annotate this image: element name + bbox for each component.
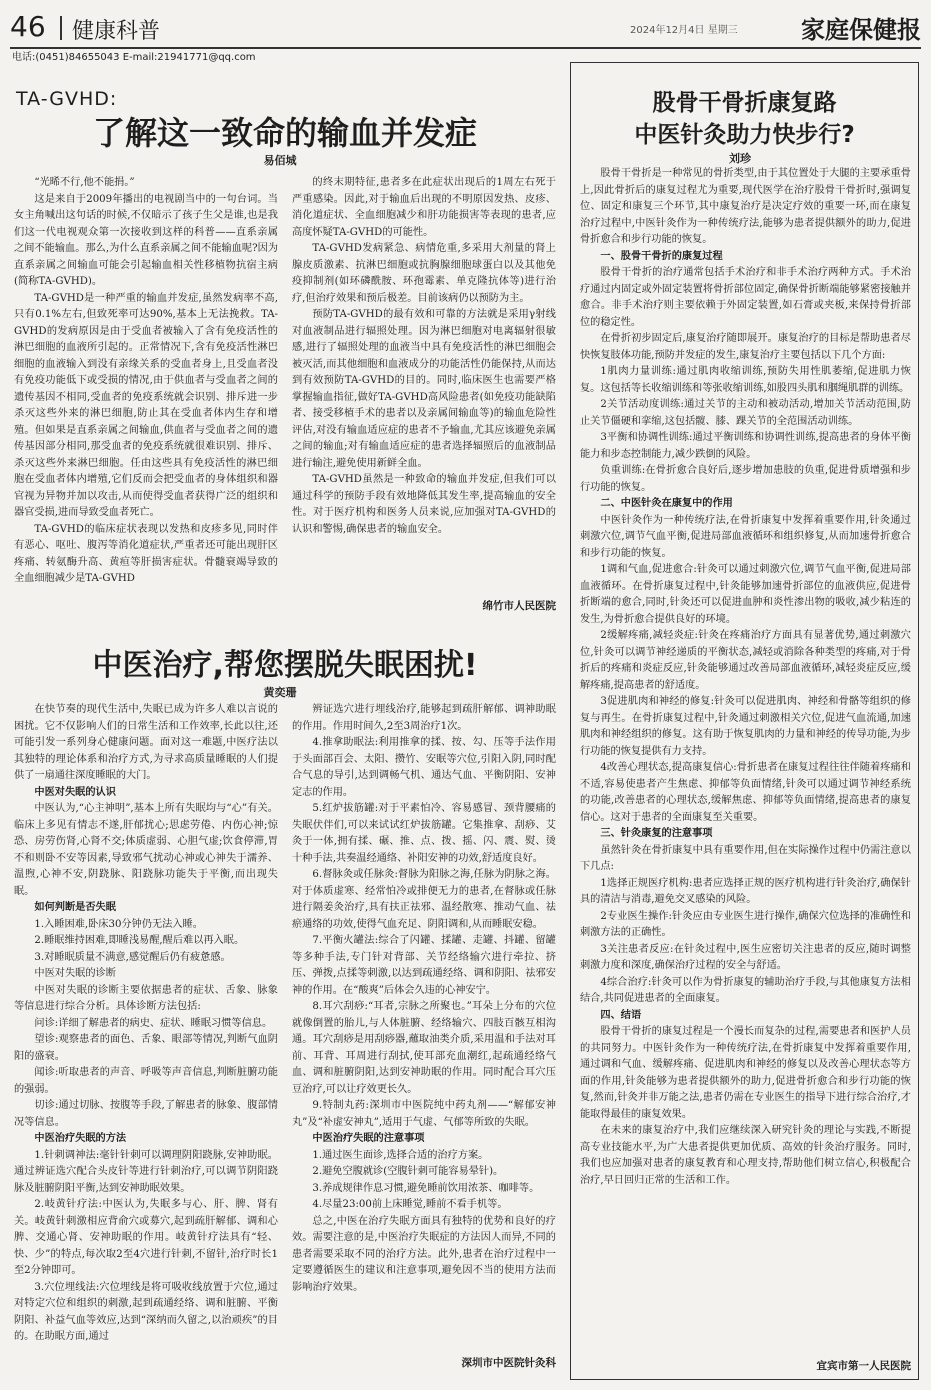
paragraph: 问诊:详细了解患者的病史、症状、睡眠习惯等信息。: [34, 1017, 273, 1029]
article2-author: 黄奕珊: [263, 686, 297, 699]
paragraph: 3平衡和协调性训练:通过平衡训练和协调性训练,提高患者的身体平衡能力和步态控制能力,减少跌倒的风险。: [580, 432, 911, 460]
section-heading: 中医对失眠的认识: [34, 786, 116, 798]
paragraph: TA-GVHD是一种严重的输血并发症,虽然发病率不高,只有0.1%左右,但致死率可达90%,基本上无法挽救。TA-GVHD的发病原因是由于受血者被输入了含有免疫活性的淋巴细胞的血液所引起的。正常情况下,含有免疫活性淋巴细胞的血液输入到没有亲缘关系的受血者身上,且受血者没有免疫功能低下或受损的情况,由于供血者与受血者之间的遗传基因不相同,受血者的免疫系统就会识别、排斥进一步杀灭这些外来的淋巴细胞,防止其在受血者体内生存和增殖。但如果是直系亲属之间输血,供血者与受血者之间的遗传基因部分相同,那受血者的免疫系统就很难识别、排斥、杀灭这些外来淋巴细胞。任由这些具有免疫活性的淋巴细胞在受血者体内增殖,它们反而会把受血者的身体组织和器官视为异物并加以攻击,从而使得受血者获得广泛的组织和器官受损,进而导致受血者死亡。: [14, 292, 278, 518]
paragraph: 3.穴位埋线法:穴位埋线是将可吸收线放置于穴位,通过对特定穴位和组织的刺激,起到疏通经络、调和脏腑、平衡阴阳、补益气血等效应,达到“深纳而久留之,以治顽疾”的目的。在助眠方面,通过: [14, 1281, 278, 1342]
paragraph: 1.针刺调神法:毫针针刺可以调理阴阳跷脉,安神助眠。通过辨证选穴配合头皮针等进行针刺治疗,可以调节阴阳跷脉及脏腑阴阳平衡,达到安神助眠效果。: [14, 1149, 278, 1194]
paragraph: 负重训练:在骨折愈合良好后,逐步增加患肢的负重,促进骨质增强和步行功能的恢复。: [580, 465, 911, 493]
section-heading: 中医治疗失眠的注意事项: [312, 1133, 425, 1144]
paragraph: 中医针灸作为一种传统疗法,在骨折康复中发挥着重要作用,针灸通过刺激穴位,调节气血平衡,促进局部血液循环和组织修复,从而加速骨折愈合和步行功能的恢复。: [580, 514, 911, 559]
paragraph: 在骨折初步固定后,康复治疗随即展开。康复治疗的目标是帮助患者尽快恢复肢体功能,预防并发症的发生,康复治疗主要包括以下几个方面:: [580, 333, 911, 361]
paragraph: 4.推拿助眠法:利用推拿的揉、按、勾、压等手法作用于头面部百会、太阳、攒竹、安眠等穴位,引阳入阴,同时配合气息的导引,达到调畅气机、通达气血、平衡阴阳、安神定志的作用。: [292, 737, 556, 798]
paragraph: 3促进肌肉和神经的修复:针灸可以促进肌肉、神经和骨骼等组织的修复与再生。在骨折康复过程中,针灸通过刺激相关穴位,促进气血流通,加速肌肉和神经组织的修复。这有助于恢复肌肉的力量和神经的传导功能,为步行功能的恢复提供有力支持。: [580, 696, 911, 757]
paragraph: 闻诊:听取患者的声音、呼吸等声音信息,判断脏腑功能的强弱。: [14, 1067, 278, 1095]
paragraph: 在未来的康复治疗中,我们应继续深入研究针灸的理论与实践,不断提高专业技能水平,为广大患者提供更加优质、高效的针灸治疗服务。同时,我们也应加强对患者的康复教育和心理支持,帮助他们树立信心,积极配合治疗,早日回归正常的生活和工作。: [580, 1125, 911, 1186]
paragraph: 虽然针灸在骨折康复中具有重要作用,但在实际操作过程中仍需注意以下几点:: [580, 844, 911, 872]
paragraph: 总之,中医在治疗失眠方面具有独特的优势和良好的疗效。需要注意的是,中医治疗失眠症的方法因人而异,不同的患者需要采取不同的治疗方法。此外,患者在治疗过程中一定要遵循医生的建议和注意事项,避免因不当的使用方法而影响治疗效果。: [292, 1215, 556, 1293]
paragraph: 3关注患者反应:在针灸过程中,医生应密切关注患者的反应,随时调整刺激力度和深度,确保治疗过程的安全与舒适。: [580, 943, 911, 971]
paragraph: 股骨干骨折是一种常见的骨折类型,由于其位置处于大腿的主要承重骨上,因此骨折后的康复过程尤为重要,现代医学在治疗股骨干骨折时,强调复位、固定和康复三个环节,其中康复治疗是决定疗效的重要一环,而在康复治疗过程中,中医针灸作为一种传统疗法,能够为患者提供额外的助力,促进骨折愈合和步行功能的恢复。: [580, 168, 911, 245]
issue-date: 2024年12月4日 星期三: [630, 25, 738, 36]
article3-title-line-2: 中医针灸助力快步行?: [634, 122, 855, 148]
paragraph: 9.特制丸药:深圳市中医院纯中药丸剂——“解郁安神丸”及“补虚安神丸”,适用于气虚、气郁等所致的失眠。: [292, 1100, 556, 1128]
article1-hospital: 绵竹市人民医院: [482, 600, 556, 612]
article2-hospital: 深圳市中医院针灸科: [461, 1357, 556, 1369]
paragraph: 1选择正规医疗机构:患者应选择正规的医疗机构进行针灸治疗,确保针具的清洁与消毒,避免交叉感染的风险。: [580, 877, 911, 905]
paragraph: 的终末期特征,患者多在此症状出现后的1周左右死于严重感染。因此,对于输血后出现的不明原因发热、皮疹、消化道症状、全血细胞减少和肝功能损害等表现的患者,应高度怀疑TA-GVHD的可能性。: [292, 177, 556, 238]
paragraph: 4改善心理状态,提高康复信心:骨折患者在康复过程往往伴随着疼痛和不适,容易使患者产生焦虑、抑郁等负面情绪,针灸可以通过调节神经系统的功能,改善患者的心理状态,缓解焦虑、抑郁等负面情绪,提高患者的康复信心。这对于患者的全面康复至关重要。: [580, 762, 911, 823]
paragraph: 3.养成规律作息习惯,避免睡前饮用浓茶、咖啡等。: [312, 1182, 540, 1194]
article1-title: 了解这一致命的输血并发症: [92, 114, 477, 152]
paragraph: TA-GVHD虽然是一种致命的输血并发症,但我们可以通过科学的预防手段有效地降低其发生率,提高输血的安全性。对于医疗机构和医务人员来说,应加强对TA-GVHD的认识和警惕,确保患者的输血安全。: [292, 474, 556, 535]
header-divider: [60, 16, 62, 40]
paragraph: 2关节活动度训练:通过关节的主动和被动活动,增加关节活动范围,防止关节僵硬和挛缩,这包括髋、膝、踝关节的全范围活动训练。: [580, 399, 911, 427]
section-name: 健康科普: [72, 19, 161, 44]
paragraph: 2缓解疼痛,减轻炎症:针灸在疼痛治疗方面具有显著优势,通过刺激穴位,针灸可以调节神经递质的平衡状态,减轻或消除各种类型的疼痛,对于骨折后的疼痛和炎症反应,针灸能够通过改善局部血液循环,减轻炎症反应,缓解疼痛,提高患者的舒适度。: [580, 630, 911, 691]
contact-info: 电话:(0451)84655043 E-mail:21941771@qq.com: [12, 52, 256, 63]
section-heading: 三、针灸康复的注意事项: [600, 828, 713, 839]
paragraph: 1.通过医生面诊,选择合适的治疗方案。: [312, 1149, 489, 1161]
paragraph: 在快节奏的现代生活中,失眠已成为许多人难以言说的困扰。它不仅影响人们的日常生活和工作效率,长此以往,还可能引发一系列身心健康问题。面对这一难题,中医疗法以其独特的理论体系和治疗方式,为寻求高质量睡眠的人们提供了一扇通往深度睡眠的大门。: [14, 704, 278, 781]
section-heading: 二、中医针灸在康复中的作用: [600, 498, 733, 509]
article1-author: 易佰城: [263, 154, 297, 167]
article3-body: [580, 166, 911, 1348]
paragraph: 4综合治疗:针灸可以作为骨折康复的辅助治疗手段,与其他康复方法相结合,共同促进患者的全面康复。: [580, 976, 911, 1004]
paragraph: 2专业医生操作:针灸应由专业医生进行操作,确保穴位选择的准确性和刺激方法的正确性。: [580, 910, 911, 938]
paragraph: 股骨干骨折的康复过程是一个漫长而复杂的过程,需要患者和医护人员的共同努力。中医针灸作为一种传统疗法,在骨折康复中发挥着重要作用,通过调和气血、缓解疼痛、促进肌肉和神经的修复以及改善心理状态等方面的作用,针灸能够为患者提供额外的助力,促进骨折愈合和步行功能的恢复,然而,针灸并非万能之法,患者仍需在专业医生的指导下进行综合治疗,才能取得最佳的康复效果。: [580, 1026, 911, 1120]
paragraph: 3.对睡眠质量不满意,感觉醒后仍有疲惫感。: [34, 951, 231, 963]
article2-column-1: [14, 702, 278, 1370]
article3-hospital: 宜宾市第一人民医院: [816, 1360, 911, 1372]
section-heading: 如何判断是否失眠: [34, 902, 116, 913]
article1-kicker: TA-GVHD:: [16, 88, 118, 110]
paragraph: 股骨干骨折的治疗通常包括手术治疗和非手术治疗两种方式。手术治疗通过内固定或外固定装置将骨折部位固定,确保骨折断端能够紧密接触并愈合。非手术治疗则主要依赖于外固定装置,如石膏或夹板,来保持骨折部位的稳定性。: [580, 267, 911, 328]
paragraph: 7.平衡火罐法:综合了闪罐、揉罐、走罐、抖罐、留罐等多种手法,专门针对背部、关节经络输穴进行牵拉、挤压、弹拨,点揉等刺激,以达到疏通经络、调和阴阳、祛邪安神的作用。在“酸爽”后体会久违的心神安宁。: [292, 935, 556, 996]
paragraph: 辨证选穴进行埋线治疗,能够起到疏肝解郁、调神助眠的作用。作用时间久,2至3周治疗1次。: [292, 704, 556, 732]
paragraph: 1.入睡困难,卧床30分钟仍无法入睡。: [34, 918, 203, 930]
article1-column-1: [14, 175, 278, 615]
article3-author: 刘珍: [729, 152, 751, 165]
paragraph: TA-GVHD发病紧急、病情危重,多采用大剂量的肾上腺皮质激素、抗淋巴细胞或抗胸腺细胞球蛋白以及其他免疫抑制剂(如环磷酰胺、环孢霉素、单克隆抗体等)进行治疗,但治疗效果和预后极差。目前该病仍以预防为主。: [292, 243, 556, 304]
page-number: 46: [10, 10, 46, 43]
newspaper-name: 家庭保健报: [801, 15, 921, 44]
paragraph: 预防TA-GVHD的最有效和可靠的方法就是采用γ射线对血液制品进行辐照处理。因为淋巴细胞对电离辐射很敏感,进行了辐照处理的血液当中具有免疫活性的淋巴细胞会被灭活,而其他细胞和血液成分的功能活性仍能保持,从而达到有效预防TA-GVHD的目的。同时,临床医生也需要严格掌握输血指征,做好TA-GVHD高风险患者(如免疫功能缺陷者、接受移植手术的患者以及亲属间输血等)的输血危险性评估,对没有输血适应症的患者不予输血,尤其应该避免亲属之间的输血;对有输血适应症的患者选择辐照后的血液制品进行输注,避免使用新鲜全血。: [292, 309, 556, 469]
paragraph: TA-GVHD的临床症状表现以发热和皮疹多见,同时伴有恶心、呕吐、腹泻等消化道症状,严重者还可能出现肝区疼痛、转氨酶升高、黄疸等肝损害症状。骨髓衰竭导致的全血细胞减少是TA-GVHD: [14, 523, 278, 584]
article2-column-2: [292, 702, 556, 1352]
paragraph: 1调和气血,促进愈合:针灸可以通过刺激穴位,调节气血平衡,促进局部血液循环。在骨折康复过程中,针灸能够加速骨折部位的血液供应,促进骨折断端的愈合,同时,针灸还可以促进血肿和炎性渗出物的吸收,减少粘连的发生,为骨折愈合提供良好的环境。: [580, 564, 911, 625]
paragraph: 切诊:通过切脉、按腹等手段,了解患者的脉象、腹部情况等信息。: [14, 1100, 278, 1128]
section-heading: 一、股骨干骨折的康复过程: [600, 250, 723, 262]
paragraph: 6.督脉灸或任脉灸:督脉为阳脉之海,任脉为阴脉之海。对于体质虚寒、经常怕冷或排便无力的患者,在督脉或任脉进行隔姜灸治疗,具有扶正祛邪、温经散寒、推动气血、祛瘀通络的功效,使得气血充足、阴阳调和,从而睡眠安稳。: [292, 869, 556, 930]
paragraph: 2.睡眠维持困难,即睡浅易醒,醒后难以再入眠。: [34, 935, 245, 946]
masthead: [10, 6, 921, 46]
paragraph: 8.耳穴刮痧:“耳者,宗脉之所聚也。”耳朵上分布的穴位就像倒置的胎儿,与人体脏腑、经络输穴、四肢百骸互相沟通。耳穴刮痧是用刮痧器,蘸取油类介质,采用温和手法对耳前、耳背、耳周进行刮拭,使耳部充血潮红,起疏通经络气血、调和脏腑阴阳,达到安神助眠的作用。同时配合耳穴压豆治疗,可以让疗效更长久。: [292, 1001, 556, 1095]
section-heading: 四、结语: [600, 1009, 642, 1021]
paragraph: “光晞不行,他不能捐。”: [34, 177, 135, 188]
paragraph: 中医对失眠的诊断主要依据患者的症状、舌象、脉象等信息进行综合分析。具体诊断方法包括:: [14, 984, 278, 1012]
article3-title-line-1: 股骨干骨折康复路: [652, 90, 837, 116]
article1-column-2: [292, 175, 556, 595]
article2-title: 中医治疗,帮您摆脱失眠困扰!: [92, 648, 478, 683]
paragraph: 1肌肉力量训练:通过肌肉收缩训练,预防失用性肌萎缩,促进肌力恢复。这包括等长收缩训练和等张收缩训练,如股四头肌和腘绳肌群的训练。: [580, 366, 911, 394]
paragraph: 4.尽量23:00前上床睡觉,睡前不看手机等。: [312, 1199, 508, 1210]
paragraph: 2.岐黄针疗法:中医认为,失眠多与心、肝、脾、肾有关。岐黄针刺激相应背俞穴或募穴,起到疏肝解郁、调和心脾、交通心肾、安神助眠的作用。岐黄针疗法具有“轻、快、少”的特点,每次取2至4穴进行针刺,不留针,治疗时长1至2分钟即可。: [14, 1199, 278, 1276]
paragraph: 这是来自于2009年播出的电视剧当中的一句台词。当女主角喊出这句话的时候,不仅暗示了孩子生父是谁,也是我们这一代电视观众第一次接收到这样的科普——直系亲属之间不能输血。那么,为什么直系亲属之间不能输血呢?因为直系亲属之间输血可能会引起输血相关性移植物抗宿主病(简称TA-GVHD)。: [14, 193, 278, 287]
paragraph: 中医认为,“心主神明”,基本上所有失眠均与“心”有关。临床上多见有情志不遂,肝郁扰心;思虑劳倦、内伤心神;惊恐、房劳伤肾,心肾不交;体质虚弱、心胆气虚;饮食停滞,胃不和则卧不安等因素,导致邪气扰动心神或心神失于濡养、温煦,心神不安,阴跷脉、阳跷脉功能失于平衡,而出现失眠。: [14, 803, 278, 897]
section-heading: 中医治疗失眠的方法: [34, 1133, 127, 1144]
paragraph: 2.避免空腹就诊(空腹针刺可能容易晕针)。: [312, 1166, 504, 1177]
paragraph: 中医对失眠的诊断: [34, 968, 116, 979]
paragraph: 望诊:观察患者的面色、舌象、眼部等情况,判断气血阴阳的盛衰。: [14, 1034, 278, 1062]
paragraph: 5.红炉拔筋罐:对于平素怕冷、容易感冒、颈背腰痛的失眠伏伴们,可以来试试红炉拔筋罐。它集推拿、刮痧、艾灸于一体,拥有揉、碾、推、点、拨、摇、闪、震、熨、烫十种手法,共奏温经通络、补阳安神的功效,舒适度良好。: [292, 803, 556, 864]
